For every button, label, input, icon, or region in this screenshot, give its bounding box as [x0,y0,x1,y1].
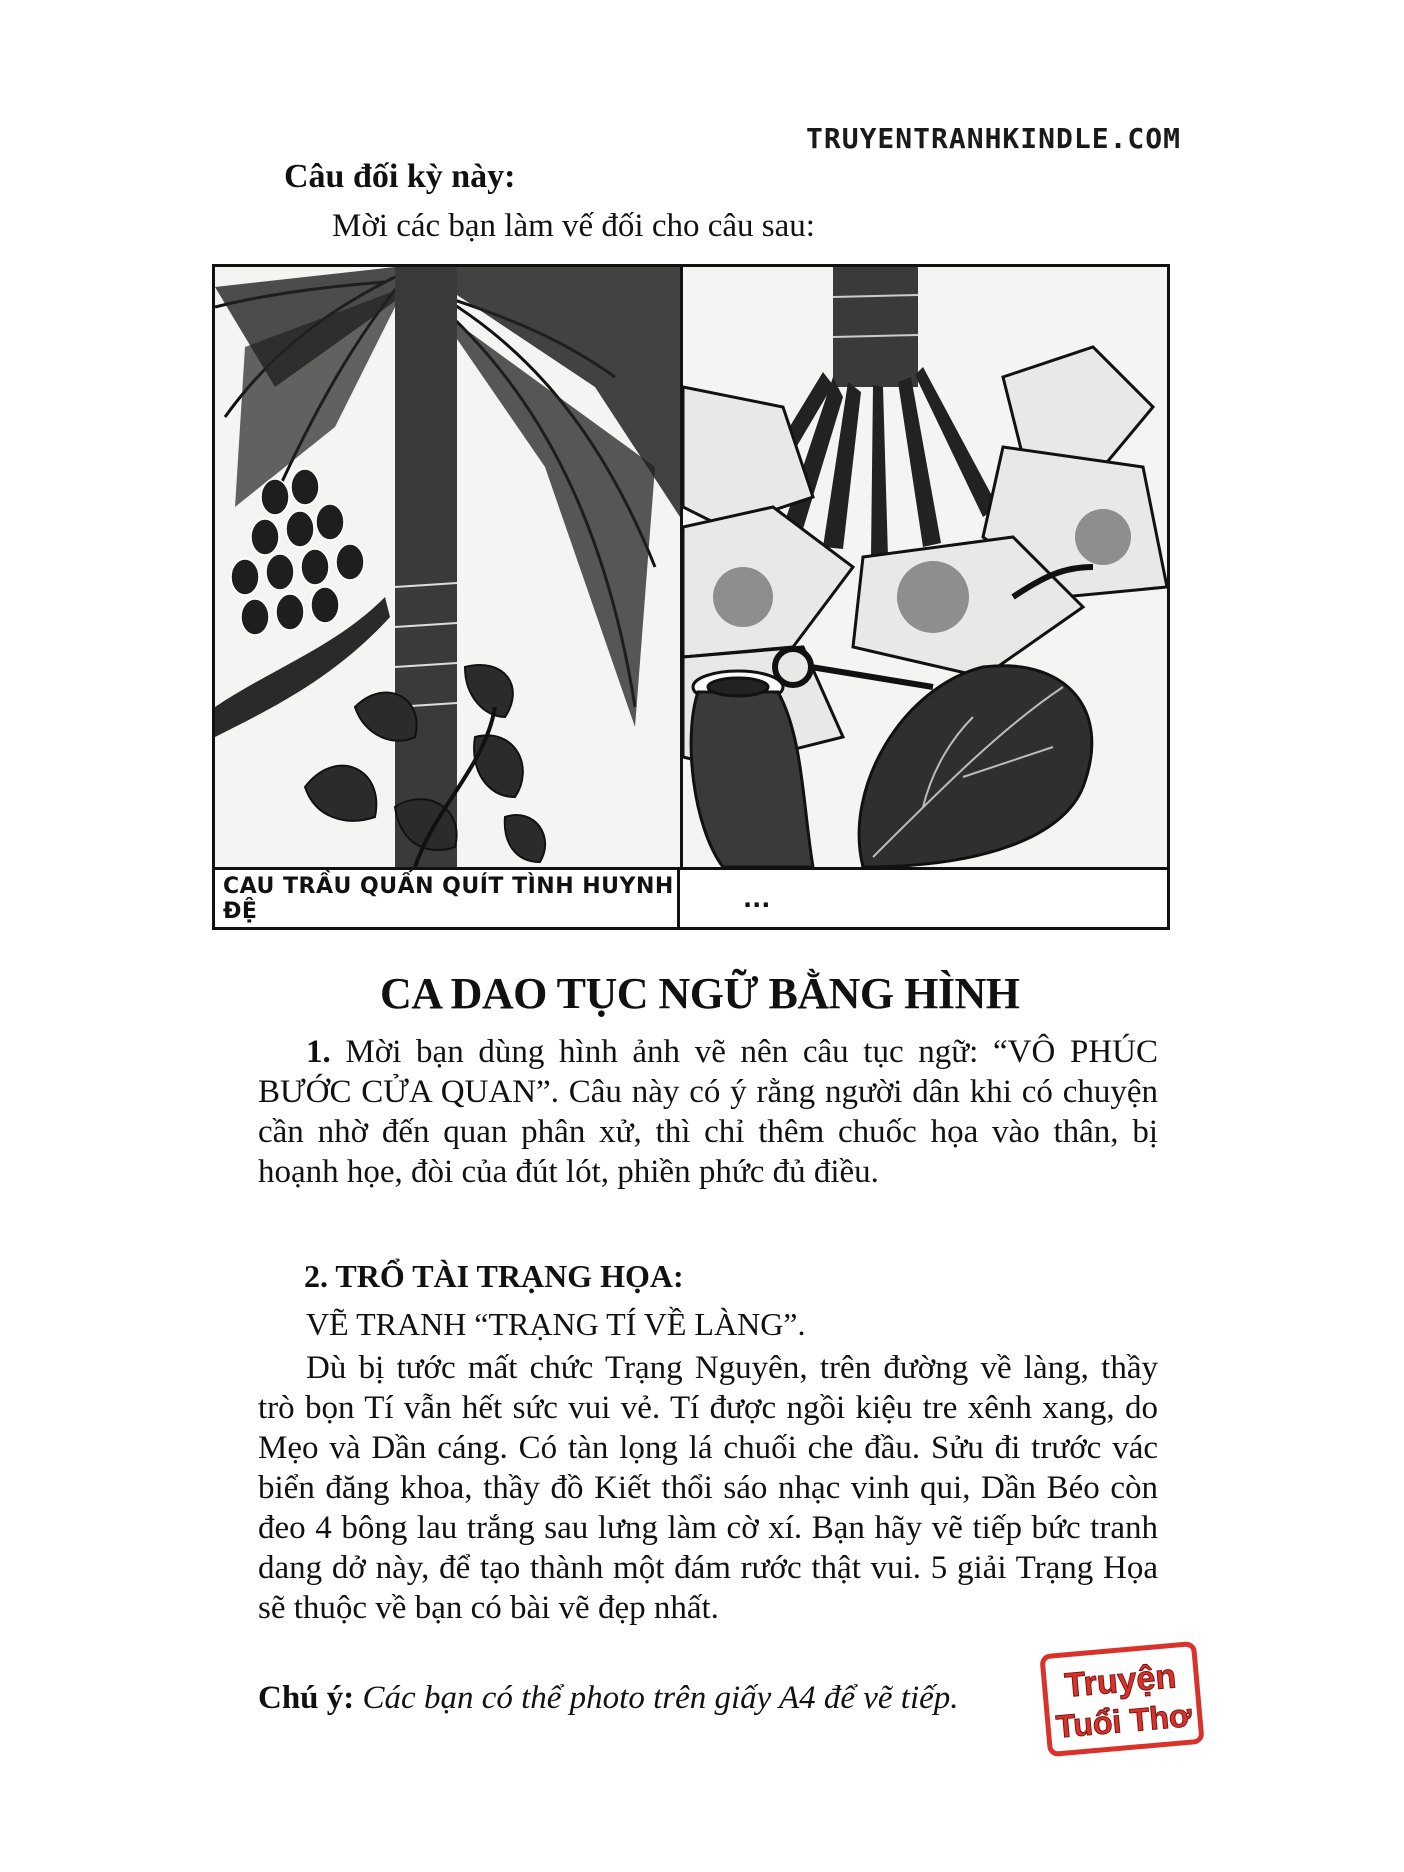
areca-betel-illustration [215,267,683,867]
svg-text:Truyện: Truyện [1063,1657,1178,1705]
svg-text:Tuổi Thơ: Tuổi Thơ [1054,1697,1194,1745]
couplet-caption-row [215,867,1167,927]
note-label: Chú ý: [258,1680,355,1716]
item-1-paragraph [258,1032,1158,1192]
rock-betel-illustration [683,267,1167,867]
item-1-number: 1. [306,1034,331,1070]
item-1-text: Mời bạn dùng hình ảnh vẽ nên câu tục ngữ: “VÔ PHÚC BƯỚC CỬA QUAN”. Câu này có ý rằng người dân khi có chuyện cần nhờ đến quan phân xử, thì chỉ thêm chuốc họa vào thân, bị hoạnh họe, đòi của đút lót, phiền phức đủ điều. [258,1034,1159,1190]
site-watermark: TRUYENTRANHKINDLE.COM [806,122,1182,155]
couplet-first-line: CAU TRẦU QUẤN QUÍT TÌNH HUYNH ĐỆ [215,870,680,927]
item-2-paragraph [258,1348,1158,1628]
couplet-illustration [212,264,1170,930]
item-2-text: Dù bị tước mất chức Trạng Nguyên, trên đường về làng, thầy trò bọn Tí vẫn hết sức vui vẻ. Tí được ngồi kiệu tre xênh xang, do Mẹo và Dần cáng. Có tàn lọng lá chuối che đầu. Sửu đi trước vác biển đăng khoa, thầy đồ Kiết thổi sáo nhạc vinh qui, Dần Béo còn đeo 4 bông lau trắng sau lưng làm cờ xí. Bạn hãy vẽ tiếp bức tranh dang dở này, để tạo thành một đám rước thật vui. 5 giải Trạng Họa sẽ thuộc về bạn có bài vẽ đẹp nhất. [258,1350,1158,1626]
section-heading: CA DAO TỤC NGỮ BẰNG HÌNH [380,969,1020,1018]
item-2-heading: 2. TRỔ TÀI TRẠNG HỌA: [304,1258,684,1294]
couplet-title: Câu đối kỳ này: [284,158,516,195]
couplet-answer-blank: ... [743,884,771,913]
note-text: Các bạn có thể photo trên giấy A4 để vẽ tiếp. [362,1680,959,1716]
truyen-tuoi-tho-logo [1038,1640,1206,1758]
couplet-intro: Mời các bạn làm vế đối cho câu sau: [332,208,815,244]
note-line [258,1680,959,1717]
item-2-subtitle: VẼ TRANH “TRẠNG TÍ VỀ LÀNG”. [306,1306,806,1342]
